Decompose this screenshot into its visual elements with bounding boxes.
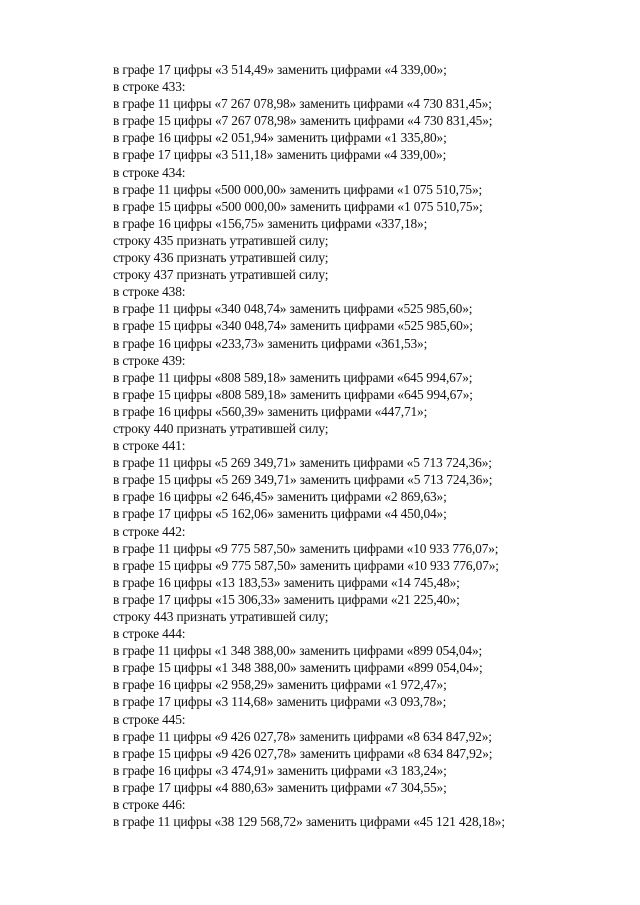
text-line: в графе 15 цифры «9 775 587,50» заменить цифрами «10 933 776,07»; — [113, 557, 499, 573]
text-line: в графе 11 цифры «38 129 568,72» заменить цифрами «45 121 428,18»; — [113, 814, 505, 830]
text-line: строку 436 признать утратившей силу; — [113, 250, 329, 266]
text-line: в графе 15 цифры «9 426 027,78» заменить цифрами «8 634 847,92»; — [113, 745, 493, 761]
text-line: в строке 433: — [113, 79, 186, 95]
text-line: в графе 11 цифры «500 000,00» заменить цифрами «1 075 510,75»; — [113, 181, 483, 197]
text-line: в графе 11 цифры «7 267 078,98» заменить цифрами «4 730 831,45»; — [113, 96, 492, 112]
text-line: в графе 16 цифры «2 646,45» заменить цифрами «2 869,63»; — [113, 489, 447, 505]
text-line: в графе 11 цифры «9 775 587,50» заменить цифрами «10 933 776,07»; — [113, 540, 499, 556]
text-line: в графе 11 цифры «808 589,18» заменить цифрами «645 994,67»; — [113, 369, 473, 385]
text-line: в графе 15 цифры «1 348 388,00» заменить цифрами «899 054,04»; — [113, 660, 483, 676]
text-line: в графе 17 цифры «3 511,18» заменить цифрами «4 339,00»; — [113, 147, 447, 163]
text-line: в графе 15 цифры «808 589,18» заменить цифрами «645 994,67»; — [113, 386, 473, 402]
text-line: в графе 16 цифры «2 958,29» заменить цифрами «1 972,47»; — [113, 677, 447, 693]
text-line: в строке 444: — [113, 626, 186, 642]
text-line: в графе 16 цифры «560,39» заменить цифрами «447,71»; — [113, 403, 428, 419]
text-line: в графе 17 цифры «3 514,49» заменить цифрами «4 339,00»; — [113, 62, 447, 77]
text-line: в графе 16 цифры «2 051,94» заменить цифрами «1 335,80»; — [113, 130, 447, 146]
text-line: в строке 445: — [113, 711, 186, 727]
text-line: в графе 16 цифры «3 474,91» заменить цифрами «3 183,24»; — [113, 762, 447, 778]
text-line: в графе 16 цифры «233,73» заменить цифрами «361,53»; — [113, 335, 428, 351]
text-line: в строке 442: — [113, 523, 186, 539]
text-line: в строке 441: — [113, 438, 186, 454]
text-line: в строке 446: — [113, 797, 186, 813]
text-line: в строке 438: — [113, 284, 186, 300]
text-line: в строке 434: — [113, 164, 186, 180]
text-line: в графе 17 цифры «3 114,68» заменить цифрами «3 093,78»; — [113, 694, 447, 710]
text-line: в графе 15 цифры «500 000,00» заменить цифрами «1 075 510,75»; — [113, 198, 483, 214]
text-line: строку 440 признать утратившей силу; — [113, 420, 329, 436]
text-line: в строке 439: — [113, 352, 186, 368]
text-line: строку 443 признать утратившей силу; — [113, 609, 329, 624]
document-body — [113, 61, 613, 830]
text-line: строку 437 признать утратившей силу; — [113, 267, 329, 283]
text-line: в графе 11 цифры «1 348 388,00» заменить цифрами «899 054,04»; — [113, 643, 483, 659]
text-line: в графе 11 цифры «5 269 349,71» заменить цифрами «5 713 724,36»; — [113, 455, 492, 471]
text-line: в графе 17 цифры «15 306,33» заменить цифрами «21 225,40»; — [113, 591, 460, 607]
text-line: в графе 15 цифры «5 269 349,71» заменить цифрами «5 713 724,36»; — [113, 472, 493, 488]
text-line: в графе 16 цифры «13 183,53» заменить цифрами «14 745,48»; — [113, 574, 460, 590]
text-line: в графе 11 цифры «340 048,74» заменить цифрами «525 985,60»; — [113, 301, 473, 317]
text-line: в графе 16 цифры «156,75» заменить цифрами «337,18»; — [113, 215, 428, 231]
text-line: в графе 11 цифры «9 426 027,78» заменить цифрами «8 634 847,92»; — [113, 728, 492, 744]
text-line: в графе 17 цифры «4 880,63» заменить цифрами «7 304,55»; — [113, 779, 447, 795]
text-line: в графе 17 цифры «5 162,06» заменить цифрами «4 450,04»; — [113, 506, 447, 522]
text-line: в графе 15 цифры «7 267 078,98» заменить цифрами «4 730 831,45»; — [113, 113, 493, 129]
text-line: строку 435 признать утратившей силу; — [113, 232, 329, 248]
text-line: в графе 15 цифры «340 048,74» заменить цифрами «525 985,60»; — [113, 318, 473, 334]
